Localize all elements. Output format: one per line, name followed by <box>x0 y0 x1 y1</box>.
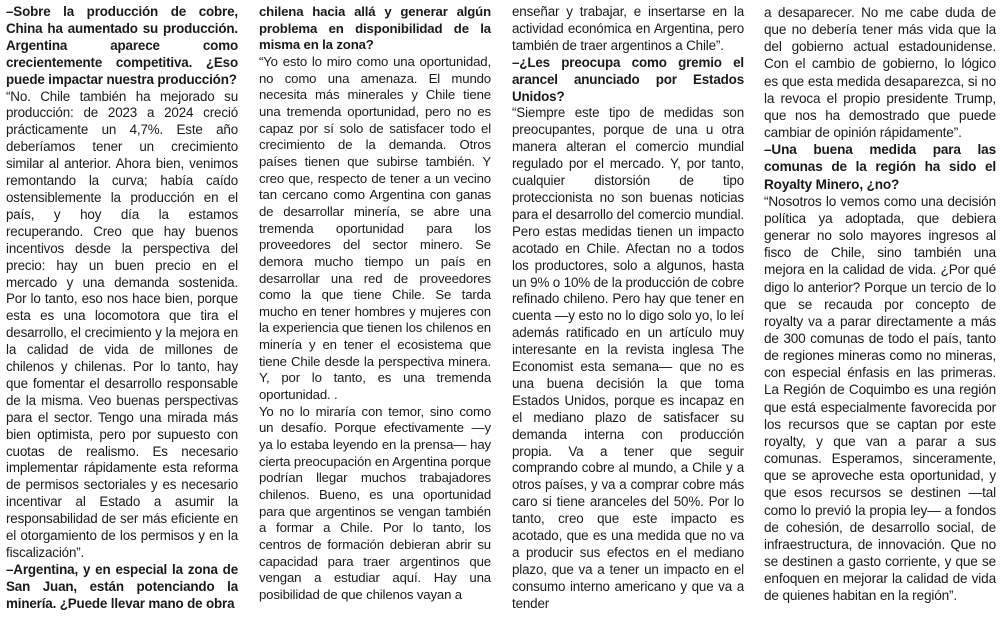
column-2 <box>259 4 491 604</box>
interview-answer: Yo no lo miraría con temor, sino como un desafío. Porque efectivamente —y ya lo estaba leyendo en la prensa— hay cierta preocupación en Argentina porque podrían llegar muchos trabajadores chilenos. Bueno, es una oportunidad para que argentinos se vengan también a formar a Chile. Por lo tanto, los centros de formación debieran abrir su capacidad para traer argentinos que vengan a estudiar aquí. Hay una posibilidad de que chilenos vayan a <box>259 403 491 602</box>
interview-answer: “No. Chile también ha mejorado su producción: de 2023 a 2024 creció prácticamente un 4,7%. Este año deberíamos tener un crecimiento similar al anterior. Ahora bien, venimos remontando la curva; había caído ostensiblemente la producción en el país, y hoy día la estamos recuperando. Creo que hay buenos incentivos desde la perspectiva del precio: hay un buen precio en el mercado y una demanda sostenida. Por lo tanto, eso nos hace bien, porque esta es una locomotora que tira el desarrollo, el crecimiento y la mejora en la calidad de vida de millones de chilenos y chilenas. Por lo tanto, hay que fomentar el desarrollo responsable de la misma. Veo buenas perspectivas para el sector. Tengo una mirada más bien optimista, pero por supuesto con cuotas de realismo. Es necesario implementar rápidamente esta reforma de permisos sectoriales y es necesario incentivar al Estado a asumir la responsabilidad de ser más eficiente en el otorgamiento de los permisos y en la fiscalización”. <box>6 88 238 560</box>
interview-answer: “Nosotros lo vemos como una decisión política ya adoptada, que debiera generar no solo mayores ingresos al fisco de Chile, sino también una mejora en la calidad de vida. ¿Por qué digo lo anterior? Porque un tercio de lo que se recauda por concepto de royalty va a parar directamente a más de 300 comunas de todo el país, tanto de regiones mineras como no mineras, con especial énfasis en las primeras. La Región de Coquimbo es una región que está especialmente favorecida por los recursos que se captan por este royalty, y que van a parar a sus comunas. Esperamos, sinceramente, que se aproveche esta oportunidad, y que esos recursos se destinen —tal como lo previó la propia ley— a fondos de cohesión, de desarrollo social, de infraestructura, de innovación. Que no se destinen a gasto corriente, y que se enfoquen en mejorar la calidad de vida de quienes habitan en la región”. <box>764 193 996 604</box>
column-1 <box>6 4 238 613</box>
interview-question: –Sobre la producción de cobre, China ha aumentado su producción. Argentina aparece como crecientemente competitiva. ¿Eso puede impactar nuestra producción? <box>6 4 238 87</box>
interview-answer: a desaparecer. No me cabe duda de que no debería tener más vida que la del gobierno actual estadounidense. Con el cambio de gobierno, lo lógico es que esta medida desaparezca, si no la revoca el propio presidente Trump, que nos ha demostrado que puede cambiar de opinión rápidamente”. <box>764 5 996 141</box>
column-4 <box>764 4 996 604</box>
interview-answer: enseñar y trabajar, e insertarse en la actividad económica en Argentina, pero también de traer argentinos a Chile”. <box>512 4 744 53</box>
interview-question: –Una buena medida para las comunas de la región ha sido el Royalty Minero, ¿no? <box>764 142 996 192</box>
interview-question: –Argentina, y en especial la zona de San Juan, están potenciando la minería. ¿Puede llevar mano de obra <box>6 561 238 611</box>
interview-question: –¿Les preocupa como gremio el arancel anunciado por Estados Unidos? <box>512 54 744 104</box>
interview-question: chilena hacia allá y generar algún problema en disponibilidad de la misma en la zona? <box>259 4 491 53</box>
interview-answer: “Yo esto lo miro como una oportunidad, no como una amenaza. El mundo necesita más minerales y Chile tiene una tremenda oportunidad, pero no es capaz por sí solo de satisfacer todo el crecimiento de la demanda. Otros países tienen que subirse también. Y creo que, respecto de tener a un vecino tan cercano como Argentina con ganas de desarrollar minería, se abre una tremenda oportunidad para los proveedores del sector minero. Se demora mucho tiempo un país en desarrollar una red de proveedores como la que tiene Chile. Se tarda mucho en tener hombres y mujeres con la experiencia que tienen los chilenos en minería y en tener el ecosistema que tiene Chile desde la perspectiva minera. Y, por lo tanto, es una tremenda oportunidad. . <box>259 53 491 403</box>
column-3 <box>512 4 744 613</box>
interview-answer: “Siempre este tipo de medidas son preocupantes, porque de una u otra manera alteran el comercio mundial regulado por el mercado. Y, por tanto, cualquier distorsión de tipo proteccionista no son buenas noticias para el desarrollo del comercio mundial. Pero estas medidas tienen un impacto acotado en Chile. Afectan no a todos los productores, solo a algunos, hasta un 9% o 10% de la producción de cobre refinado chileno. Pero hay que tener en cuenta —y esto no lo digo solo yo, lo leí además ratificado en un artículo muy interesante en la revista inglesa The Economist esta semana— que no es una buena decisión la que toma Estados Unidos, porque es incapaz en el mediano plazo de satisfacer su demanda interna con producción propia. Va a tener que seguir comprando cobre al mundo, a Chile y a otros países, y va a comprar cobre más caro si tiene aranceles del 50%. Por lo tanto, creo que este impacto es acotado, que es una medida que no va a producir sus efectos en el mediano plazo, que va a tener un impacto en el consumo interno americano y que va a tender <box>512 105 744 611</box>
